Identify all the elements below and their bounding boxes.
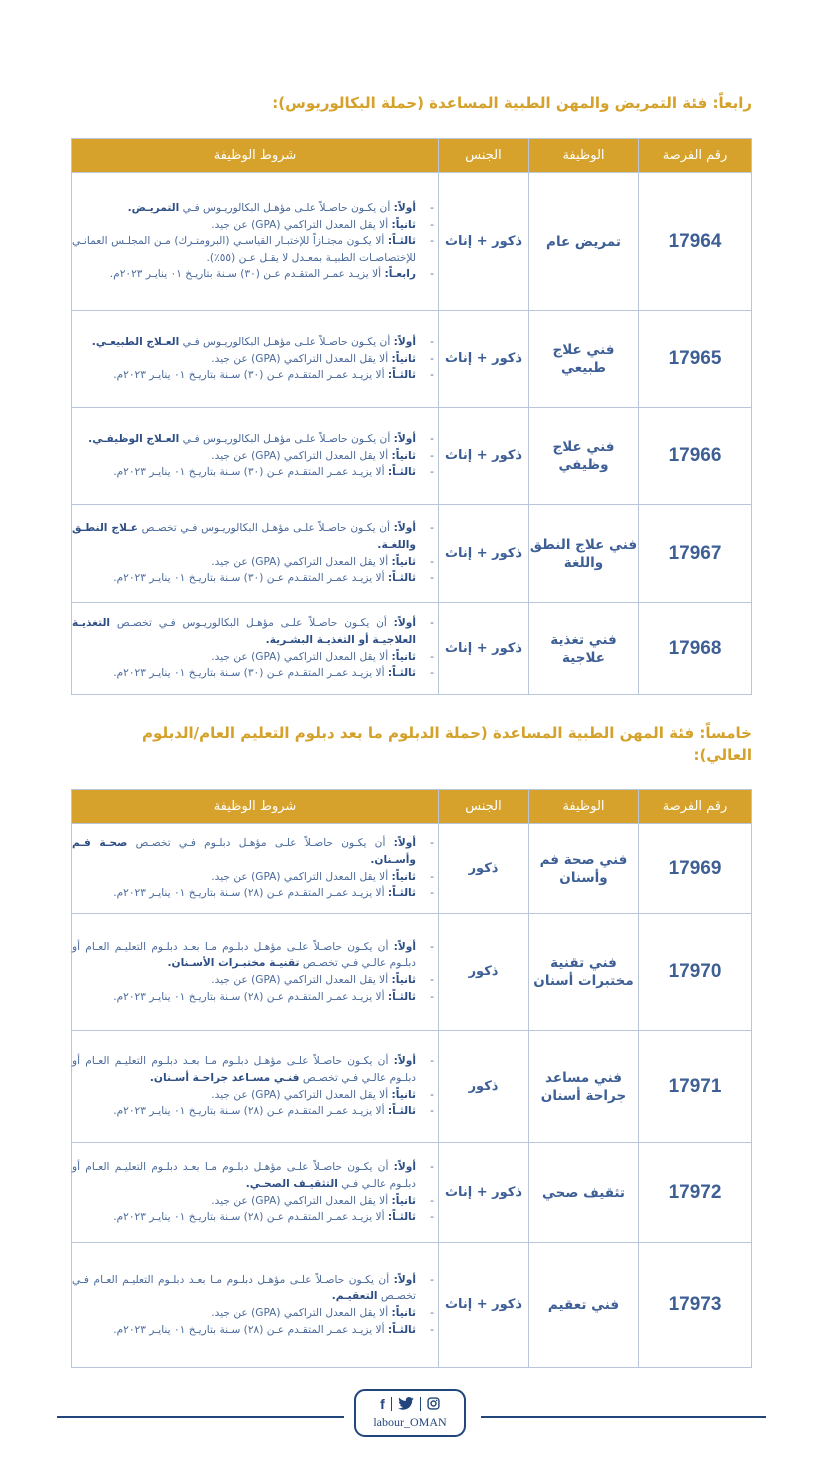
table-row: [72, 173, 752, 311]
condition-item: [72, 1322, 438, 1339]
condition-text: ألا يزيـد عمـر المتقـدم عـن (٢٨) سـنة بتاريـخ ٠١ ينايـر ٢٠٢٣م.: [113, 990, 388, 1003]
condition-label: ثانياً:: [391, 1088, 416, 1101]
opportunity-number: 17969: [639, 824, 752, 914]
condition-item: [72, 1159, 438, 1192]
conditions-list: [72, 431, 438, 481]
condition-text: ألا يزيـد عمـر المتقـدم عـن (٢٨) سـنة بتاريـخ ٠١ ينايـر ٢٠٢٣م.: [113, 887, 388, 900]
header-job: الوظيفة: [529, 139, 639, 173]
condition-label: ثانياً:: [391, 870, 416, 883]
condition-label: ثالثـاً:: [387, 466, 416, 479]
condition-item: [72, 1087, 438, 1104]
header-gender: الجنس: [439, 139, 529, 173]
job-title: فني تعقيم: [529, 1243, 639, 1368]
opportunity-number: 17967: [639, 505, 752, 603]
condition-text: ألا يزيـد عمـر المتقـدم عـن (٢٨) سـنة بتاريـخ ٠١ ينايـر ٢٠٢٣م.: [113, 1211, 388, 1224]
gender: ذكور + إناث: [439, 603, 529, 695]
instagram-icon[interactable]: [427, 1395, 440, 1414]
condition-label: أولاً:: [393, 1161, 416, 1174]
opportunity-number: 17971: [639, 1031, 752, 1143]
opportunity-number: 17966: [639, 408, 752, 505]
job-conditions: [72, 603, 439, 695]
condition-item: [72, 554, 438, 571]
header-opportunity-number: رقم الفرصة: [639, 790, 752, 824]
job-title: فني تقنية مختبرات أسنان: [529, 914, 639, 1031]
condition-text: ألا يقل المعدل التراكمي (GPA) عن جيد.: [211, 352, 392, 365]
footer-divider-left: [57, 1416, 344, 1418]
section-4-title: رابعاً: فئة التمريض والمهن الطبية المساعدة (حملة البكالوريوس):: [272, 94, 752, 112]
job-conditions: [72, 914, 439, 1031]
conditions-list: [72, 334, 438, 384]
conditions-list: [72, 1053, 438, 1119]
header-conditions: شروط الوظيفة: [72, 790, 439, 824]
condition-specialization: التمريـض.: [127, 202, 180, 215]
gender: ذكور + إناث: [439, 505, 529, 603]
table-row: [72, 1031, 752, 1143]
condition-label: أولاً:: [393, 1273, 416, 1286]
condition-text: أن يكـون حاصـلاً علـى مؤهـل دبلـوم مـا بعـد دبلـوم التعليـم العـام فـي تخصـص: [72, 1273, 416, 1303]
condition-specialization: فنـي مسـاعد جراحـة أسـنان.: [149, 1071, 300, 1084]
condition-label: ثالثـاً:: [387, 1105, 416, 1118]
conditions-list: [72, 1272, 438, 1338]
condition-label: أولاً:: [393, 433, 416, 446]
condition-label: ثانياً:: [391, 218, 416, 231]
job-conditions: [72, 505, 439, 603]
condition-label: أولاً:: [393, 1055, 416, 1068]
twitter-icon[interactable]: [398, 1395, 414, 1414]
condition-text: أن يكـون حاصـلاً علـى مؤهـل دبلـوم مـا بعـد دبلـوم التعليـم العـام أو دبلـوم عالـي فـي تخصـص: [72, 1055, 416, 1084]
condition-text: ألا يقل المعدل التراكمي (GPA) عن جيد.: [211, 1194, 392, 1207]
condition-specialization: صحـة فـم وأسـنان.: [72, 837, 416, 866]
condition-label: أولاً:: [393, 837, 416, 850]
job-conditions: [72, 824, 439, 914]
condition-text: ألا يزيـد عمـر المتقـدم عـن (٣٠) سـنة بتاريـخ ٠١ ينايـر ٢٠٢٣م.: [113, 572, 388, 585]
condition-label: ثالثـاً:: [387, 572, 416, 585]
job-title: تثقيف صحي: [529, 1143, 639, 1243]
condition-text: ألا يكـون مجتـازاً للإختبـار القياسـي (البرومتـرك) مـن المجلـس العمانـي للإختصاصـات الطبيـة بمعـدل لا يقـل عـن (٥٥٪).: [72, 235, 416, 264]
condition-label: ثالثـاً:: [387, 1211, 416, 1224]
condition-item: [72, 1305, 438, 1322]
condition-item: [72, 351, 438, 368]
condition-item: [72, 615, 438, 648]
section-5-title: خامساً: فئة المهن الطبية المساعدة (حملة الدبلوم ما بعد دبلوم التعليم العام/الدبلوم العالي):: [142, 724, 752, 764]
condition-label: أولاً:: [393, 940, 416, 953]
condition-item: [72, 989, 438, 1006]
conditions-list: [72, 835, 438, 901]
condition-item: [72, 835, 438, 868]
condition-item: [72, 649, 438, 666]
condition-item: [72, 1272, 438, 1305]
job-conditions: [72, 1143, 439, 1243]
condition-text: ألا يزيـد عمـر المتقـدم عـن (٢٨) سـنة بتاريـخ ٠١ ينايـر ٢٠٢٣م.: [113, 1105, 388, 1118]
social-handle[interactable]: labour_OMAN: [373, 1415, 447, 1429]
icon-separator: [391, 1397, 392, 1411]
condition-text: أن يكـون حاصـلاً علـى مؤهـل البكالوريـوس فـي تخصـص: [137, 522, 394, 535]
condition-label: ثانياً:: [391, 555, 416, 568]
condition-text: ألا يزيـد عمـر المتقـدم عـن (٣٠) سـنة بتاريـخ ٠١ ينايـر ٢٠٢٣م.: [113, 466, 388, 479]
job-title: فني مساعد جراحة أسنان: [529, 1031, 639, 1143]
condition-text: ألا يقل المعدل التراكمي (GPA) عن جيد.: [211, 449, 392, 462]
condition-text: ألا يقل المعدل التراكمي (GPA) عن جيد.: [211, 870, 392, 883]
condition-label: ثالثـاً:: [387, 369, 416, 382]
condition-label: ثالثـاً:: [387, 667, 416, 680]
condition-label: ثانياً:: [391, 449, 416, 462]
jobs-table-section-4: [71, 138, 752, 695]
opportunity-number: 17972: [639, 1143, 752, 1243]
gender: ذكور + إناث: [439, 311, 529, 408]
condition-text: أن يكـون حاصـلاً علـى مؤهـل البكالوريـوس فـي تخصـص: [110, 617, 394, 630]
condition-label: أولاً:: [393, 336, 416, 349]
header-opportunity-number: رقم الفرصة: [639, 139, 752, 173]
table-header-row: [72, 139, 752, 173]
condition-item: [72, 665, 438, 682]
opportunity-number: 17965: [639, 311, 752, 408]
condition-label: أولاً:: [393, 617, 416, 630]
job-conditions: [72, 1243, 439, 1368]
jobs-table-section-5: [71, 789, 752, 1368]
job-conditions: [72, 408, 439, 505]
job-title: فني صحة فم وأسنان: [529, 824, 639, 914]
condition-item: [72, 1193, 438, 1210]
condition-item: [72, 200, 438, 217]
table-row: [72, 824, 752, 914]
condition-label: ثالثـاً:: [387, 887, 416, 900]
gender: ذكور: [439, 914, 529, 1031]
conditions-list: [72, 1159, 438, 1225]
condition-item: [72, 431, 438, 448]
condition-text: أن يكـون حاصـلاً علـى مؤهـل البكالوريـوس فـي: [179, 433, 394, 446]
social-media-box: [354, 1389, 466, 1437]
condition-text: ألا يزيـد عمـر المتقـدم عـن (٢٨) سـنة بتاريـخ ٠١ ينايـر ٢٠٢٣م.: [113, 1323, 388, 1336]
gender: ذكور + إناث: [439, 1143, 529, 1243]
table-row: [72, 603, 752, 695]
gender: ذكور: [439, 1031, 529, 1143]
condition-label: رابعـاً:: [384, 268, 416, 281]
condition-label: أولاً:: [393, 522, 417, 535]
condition-item: [72, 972, 438, 989]
table-row: [72, 311, 752, 408]
conditions-list: [72, 520, 438, 586]
opportunity-number: 17968: [639, 603, 752, 695]
table-row: [72, 408, 752, 505]
condition-specialization: التثقيـف الصحـي.: [245, 1177, 338, 1190]
condition-label: ثالثـاً:: [387, 990, 416, 1003]
condition-text: أن يكـون حاصـلاً علـى مؤهـل دبلـوم مـا بعـد دبلـوم التعليـم العـام أو دبلـوم عالـي فـي تخصـص: [72, 940, 416, 970]
table-row: [72, 914, 752, 1031]
condition-text: أن يكـون حاصـلاً علـى مؤهـل دبلـوم فـي تخصـص: [127, 837, 394, 850]
condition-item: [72, 367, 438, 384]
table-row: [72, 505, 752, 603]
condition-text: ألا يزيـد عمـر المتقـدم عـن (٣٠) سـنة بتاريـخ ٠١ ينايـر ٢٠٢٣م.: [113, 369, 388, 382]
condition-item: [72, 266, 438, 283]
condition-text: ألا يقل المعدل التراكمي (GPA) عن جيد.: [211, 974, 392, 986]
job-title: فني علاج وظيفي: [529, 408, 639, 505]
condition-item: [72, 1209, 438, 1226]
condition-item: [72, 217, 438, 234]
condition-text: أن يكـون حاصـلاً علـى مؤهـل دبلـوم مـا بعـد دبلـوم التعليـم العـام أو دبلـوم عالـي فـي: [72, 1161, 416, 1190]
job-conditions: [72, 1031, 439, 1143]
table-header-row: [72, 790, 752, 824]
condition-text: أن يكـون حاصـلاً علـى مؤهـل البكالوريـوس فـي: [179, 202, 394, 215]
condition-text: ألا يقل المعدل التراكمي (GPA) عن جيد.: [211, 1307, 392, 1319]
footer-divider-right: [481, 1416, 766, 1418]
condition-specialization: عـلاج النطـق واللغـة.: [72, 522, 416, 551]
conditions-list: [72, 200, 438, 283]
condition-specialization: تقنيـة مختبـرات الأسـنان.: [167, 957, 300, 970]
condition-specialization: العـلاج الوظيفـي.: [88, 433, 180, 446]
job-title: فني تغذية علاجية: [529, 603, 639, 695]
condition-label: ثانياً:: [391, 1194, 416, 1207]
conditions-list: [72, 615, 438, 681]
condition-label: ثانياً:: [391, 352, 416, 365]
conditions-list: [72, 939, 438, 1005]
job-title: فني علاج طبيعي: [529, 311, 639, 408]
header-gender: الجنس: [439, 790, 529, 824]
condition-text: ألا يقل المعدل التراكمي (GPA) عن جيد.: [211, 555, 392, 568]
gender: ذكور + إناث: [439, 408, 529, 505]
condition-label: ثانياً:: [391, 974, 416, 986]
condition-item: [72, 885, 438, 902]
condition-label: ثالثـاً:: [387, 235, 416, 248]
condition-item: [72, 869, 438, 886]
condition-item: [72, 570, 438, 587]
condition-text: ألا يقل المعدل التراكمي (GPA) عن جيد.: [211, 1088, 392, 1101]
gender: ذكور: [439, 824, 529, 914]
condition-specialization: التعقيـم.: [331, 1290, 378, 1303]
condition-text: ألا يقل المعدل التراكمي (GPA) عن جيد.: [211, 218, 392, 231]
condition-item: [72, 939, 438, 972]
condition-item: [72, 1103, 438, 1120]
condition-item: [72, 334, 438, 351]
condition-text: أن يكـون حاصـلاً علـى مؤهـل البكالوريـوس فـي: [179, 336, 394, 349]
icon-separator: [420, 1397, 421, 1411]
table-row: [72, 1243, 752, 1368]
job-conditions: [72, 173, 439, 311]
condition-item: [72, 520, 438, 553]
job-conditions: [72, 311, 439, 408]
condition-label: ثانياً:: [391, 650, 416, 663]
condition-label: ثانياً:: [391, 1307, 416, 1319]
header-job: الوظيفة: [529, 790, 639, 824]
condition-specialization: التغذيـة العلاجيـة أو التغذيـة البشـرية.: [72, 617, 416, 646]
gender: ذكور + إناث: [439, 173, 529, 311]
condition-specialization: العـلاج الطبيعـي.: [91, 336, 180, 349]
job-title: تمريض عام: [529, 173, 639, 311]
gender: ذكور + إناث: [439, 1243, 529, 1368]
job-title: فني علاج النطق واللغة: [529, 505, 639, 603]
condition-item: [72, 464, 438, 481]
opportunity-number: 17973: [639, 1243, 752, 1368]
condition-text: ألا يزيـد عمـر المتقـدم عـن (٣٠) سـنة بتاريـخ ٠١ ينايـر ٢٠٢٣م.: [109, 268, 385, 281]
condition-label: أولاً:: [393, 202, 416, 215]
condition-item: [72, 233, 438, 266]
condition-item: [72, 1053, 438, 1086]
facebook-icon[interactable]: f: [380, 1396, 385, 1412]
opportunity-number: 17964: [639, 173, 752, 311]
condition-text: ألا يقل المعدل التراكمي (GPA) عن جيد.: [211, 650, 392, 663]
condition-item: [72, 448, 438, 465]
condition-text: ألا يزيـد عمـر المتقـدم عـن (٣٠) سـنة بتاريـخ ٠١ ينايـر ٢٠٢٣م.: [113, 667, 388, 680]
condition-label: ثالثـاً:: [387, 1323, 416, 1336]
table-row: [72, 1143, 752, 1243]
header-conditions: شروط الوظيفة: [72, 139, 439, 173]
opportunity-number: 17970: [639, 914, 752, 1031]
